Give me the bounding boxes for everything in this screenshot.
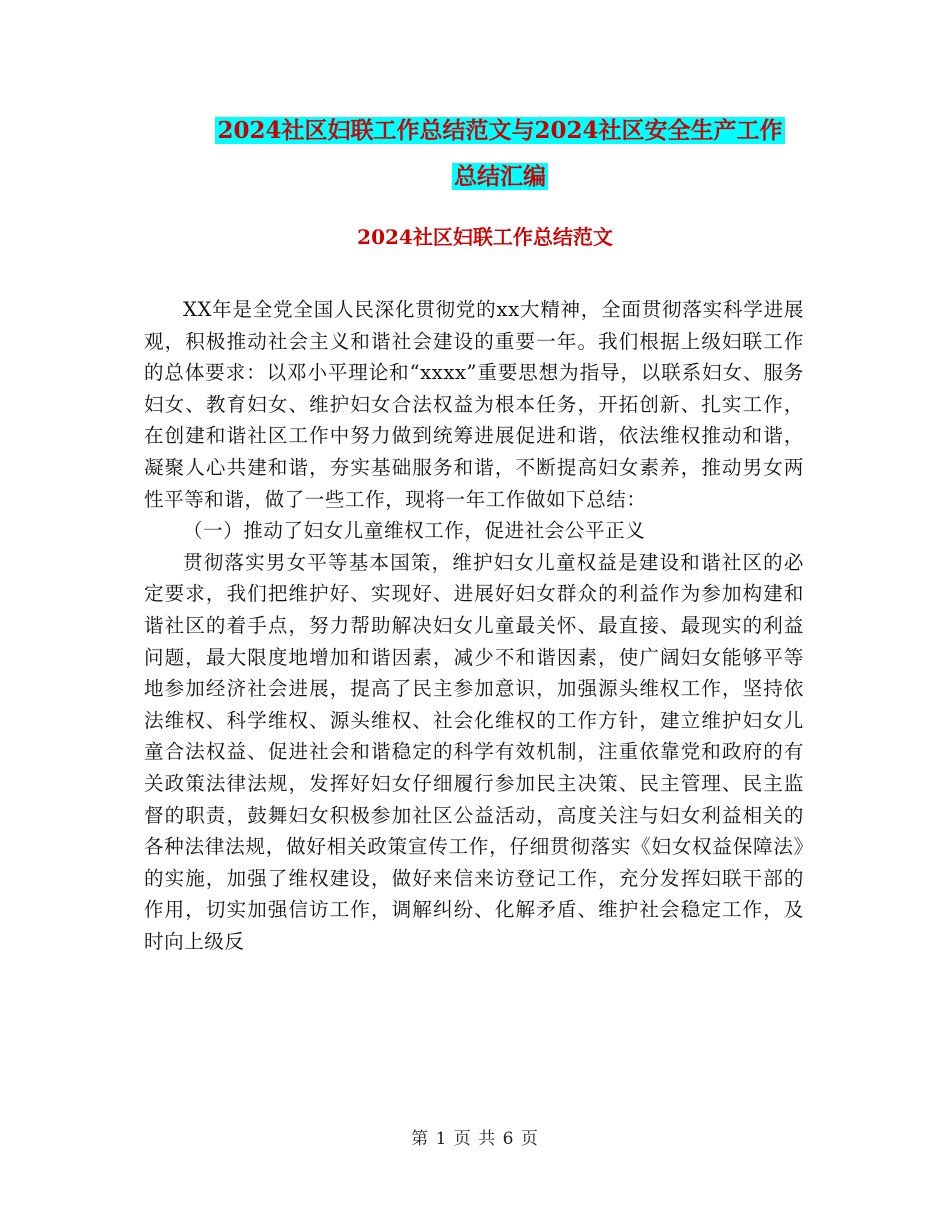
section-title: 2024社区妇联工作总结范文 (357, 225, 613, 249)
paragraph-heading: （一）推动了妇女儿童维权工作，促进社会公平正义 (183, 519, 646, 543)
document-title (150, 108, 850, 200)
document-body (144, 294, 804, 957)
title-line-2: 总结汇编 (454, 163, 546, 190)
paragraph: XX年是全党全国人民深化贯彻党的xx大精神，全面贯彻落实科学进展观，积极推动社会主义和谐社会建设的重要一年。我们根据上级妇联工作的总体要求：以邓小平理论和“xxxx”重要思想为指导，以联系妇女、服务妇女、教育妇女、维护妇女合法权益为根本任务，开拓创新、扎实工作，在创建和谐社区工作中努力做到统筹进展促进和谐，依法维权推动和谐，凝聚人心共建和谐，夯实基础服务和谐，不断提高妇女素养，推动男女两性平等和谐，做了一些工作，现将一年工作做如下总结： (144, 298, 804, 511)
title-line-1: 2024社区妇联工作总结范文与2024社区安全生产工作 (217, 117, 783, 144)
page-number: 第 1 页 共 6 页 (411, 1129, 539, 1149)
paragraph: 贯彻落实男女平等基本国策，维护妇女儿童权益是建设和谐社区的必定要求，我们把维护好、实现好、进展好妇女群众的利益作为参加构建和谐社区的着手点，努力帮助解决妇女儿童最关怀、最直接、最现实的利益问题，最大限度地增加和谐因素，减少不和谐因素，使广阔妇女能够平等地参加经济社会进展，提高了民主参加意识，加强源头维权工作，坚持依法维权、科学维权、源头维权、社会化维权的工作方针，建立维护妇女儿童合法权益、促进社会和谐稳定的科学有效机制，注重依靠党和政府的有关政策法律法规，发挥好妇女仔细履行参加民主决策、民主管理、民主监督的职责，鼓舞妇女积极参加社区公益活动，高度关注与妇女利益相关的各种法律法规，做好相关政策宣传工作，仔细贯彻落实《妇女权益保障法》的实施，加强了维权建设，做好来信来访登记工作，充分发挥妇联干部的作用，切实加强信访工作，调解纠纷、化解矛盾、维护社会稳定工作，及时向上级反 (144, 550, 804, 953)
